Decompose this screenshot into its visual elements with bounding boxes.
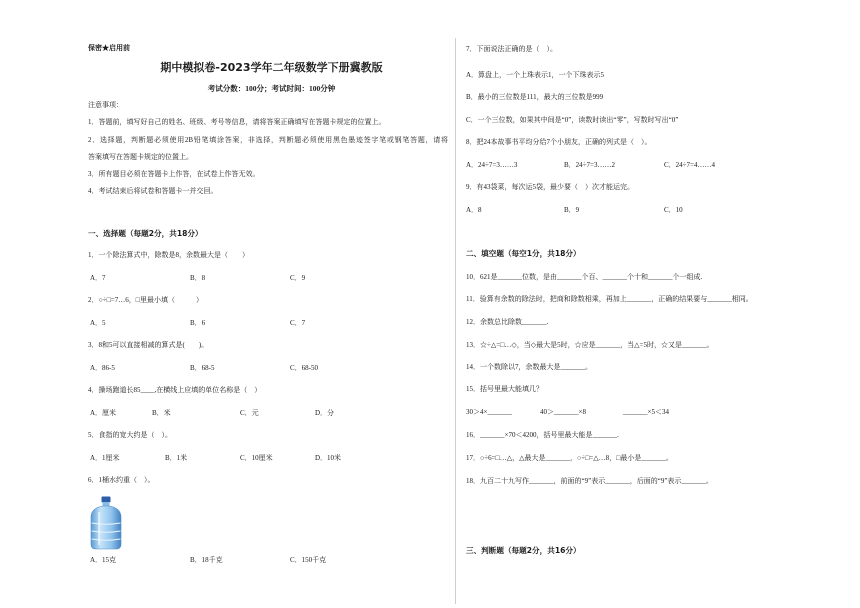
section-heading: 三、判断题（每题2分，共16分） [466,546,581,555]
question-stem: 15．括号里最大能填几？ [466,385,543,393]
exam-title: 期中模拟卷-2023学年二年级数学下册冀教版 [160,61,383,74]
option-b: B．最小的三位数是111，最大的三位数是999 [466,93,604,101]
option-c: C．10 [664,206,683,214]
option-a: A．86-5 [90,364,115,372]
question-10: 10．621是_______位数，是由_______个百、_______个十和_______个一组成. [466,273,703,281]
question-stem: 4．操场跑道长85____,在横线上应填的单位名称是（ ） [88,386,262,394]
question-18: 18．九百二十九写作_______，前面的“9”表示_______，后面的“9”表示_______。 [466,477,713,485]
option-c: C．68-50 [290,364,318,372]
option-b: B．8 [190,274,206,282]
option-a: A．厘米 [90,409,117,417]
option-a: A．7 [90,274,106,282]
question-stem: 7．下面说法正确的是（ ）。 [466,45,557,53]
exam-info: 考试分数：100分；考试时间：100分钟 [207,84,336,93]
option-d: D．分 [315,409,335,417]
question-14: 14．一个数除以7，余数最大是_______。 [466,363,592,371]
blank-expression: 30＞4×_______ [466,408,512,416]
blank-expression: _______×5＜34 [623,408,669,416]
confidential-label: 保密★启用前 [88,44,130,52]
section-heading: 一、选择题（每题2分，共18分） [88,229,203,238]
option-c: C．7 [290,319,306,327]
option-b: B．米 [152,409,171,417]
option-b: B．6 [190,319,206,327]
question-17: 17．○÷6=□…△，△最大是_______，○÷□=△…8，□最小是_______。 [466,454,673,462]
option-b: B．9 [564,206,580,214]
note-item: 4．考试结束后将试卷和答题卡一并交回。 [88,187,218,195]
option-b: B．18千克 [190,556,223,564]
option-c: C．150千克 [290,556,327,564]
note-item: 2．选择题，判断题必须使用2B铅笔填涂答案，非选择，判断题必须使用黑色墨迹签字笔或钢笔答题，请将 [88,136,448,144]
option-a: A．24÷7=3……3 [466,161,518,169]
question-16: 16．_______×70＜4200，括号里最大能是_______. [466,431,619,439]
note-item-continued: 答案填写在答题卡规定的位置上。 [88,153,193,161]
option-c: C．10厘米 [240,454,273,462]
question-stem: 1．一个除法算式中，除数是8，余数最大是（ ） [88,251,249,259]
question-12: 12．余数总比除数_______. [466,318,549,326]
water-bucket-icon [88,496,124,550]
section-heading: 二、填空题（每空1分，共18分） [466,249,581,258]
note-item: 1．答题前，填写好自己的姓名、班级、考号等信息，请将答案正确填写在答题卡规定的位置上。 [88,118,386,126]
option-b: B．68-5 [190,364,215,372]
note-item: 3．所有题目必须在答题卡上作答，在试卷上作答无效。 [88,170,260,178]
column-divider [455,38,456,604]
option-c: C．元 [240,409,259,417]
question-stem: 9．有43袋菜，每次运5袋，最少要（ ）次才能运完。 [466,183,634,191]
option-d: D．10米 [315,454,342,462]
option-b: B．24÷7=3……2 [564,161,615,169]
jug-cap [102,497,111,503]
question-stem: 3．8和5可以直接相减的算式是( )。 [88,341,209,349]
option-a: A．算盘上，一个上珠表示1，一个下珠表示5 [466,71,605,79]
question-stem: 8．把24本故事书平均分给7个小朋友，正确的列式是（ ）。 [466,138,652,146]
question-stem: 5．食指的宽大约是（ ）。 [88,431,172,439]
question-11: 11．验算有余数的除法时，把商和除数相乘，再加上_______，正确的结果要与_______相同。 [466,295,753,303]
question-stem: 2．○÷□=7…6，□里最小填（ ） [88,296,203,304]
blank-expression: 40＞_______×8 [540,408,586,416]
jug-body [91,506,121,549]
question-13: 13．☆÷△=□…◇，当◇最大是5时，☆应是_______，当△=5时，☆又是_______。 [466,341,714,349]
option-b: B．1米 [165,454,188,462]
question-stem: 6．1桶水约重（ ）。 [88,476,155,484]
option-c: C．9 [290,274,306,282]
option-c: C．24÷7=4……4 [664,161,715,169]
option-a: A．1厘米 [90,454,120,462]
option-c: C．一个三位数，如果其中间是“0”，读数时读出“零”，写数时写出“0” [466,116,679,124]
jug-highlight [98,512,100,545]
option-a: A．15克 [90,556,117,564]
option-a: A．8 [466,206,482,214]
option-a: A．5 [90,319,106,327]
notes-heading: 注意事项： [88,101,123,109]
